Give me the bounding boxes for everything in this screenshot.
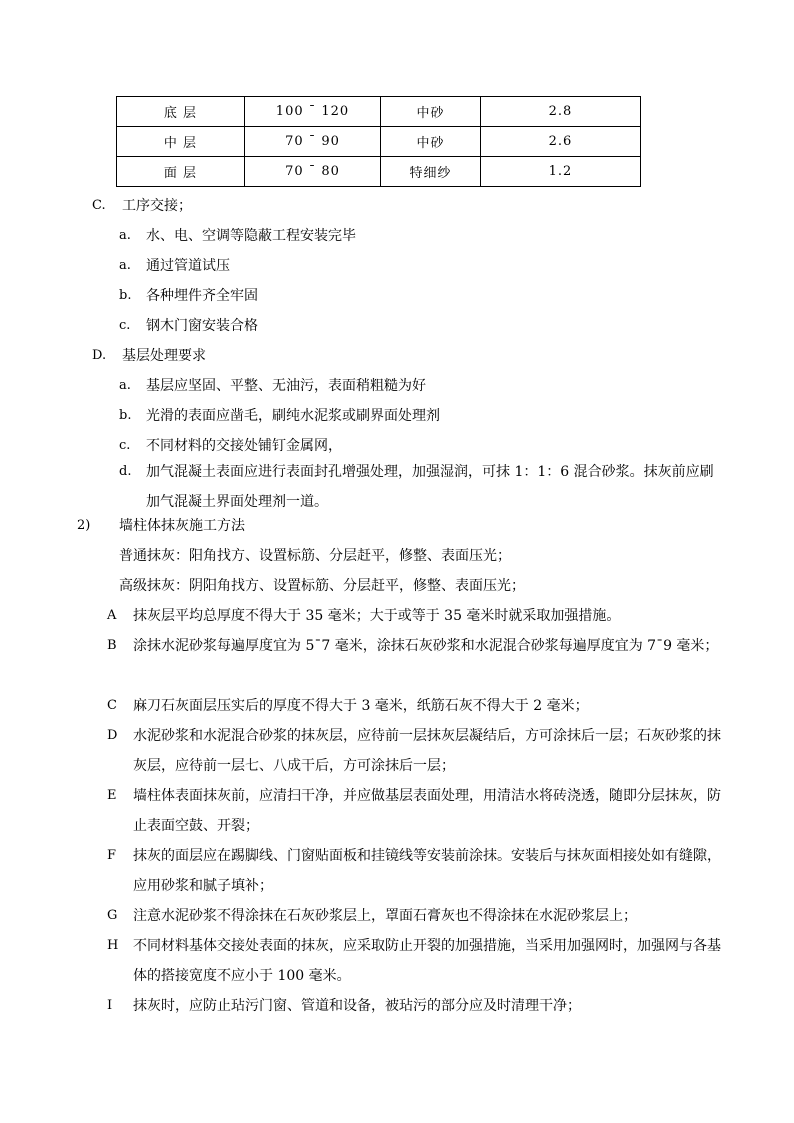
list-item-text: 抹灰时，应防止玷污门窗、管道和设备，被玷污的部分应及时清理干净； bbox=[133, 998, 581, 1014]
table-cell: 2.6 bbox=[481, 127, 641, 157]
table-cell: 特细纱 bbox=[381, 157, 481, 187]
list-item-marker: C bbox=[107, 698, 117, 713]
list-item-text: 基层应坚固、平整、无油污，表面稍粗糙为好 bbox=[146, 378, 426, 394]
list-item-marker: B bbox=[107, 638, 117, 653]
list-item-marker: d. bbox=[119, 464, 132, 479]
section-heading: 工序交接； bbox=[122, 198, 192, 214]
list-item-text: 钢木门窗安装合格 bbox=[146, 318, 258, 334]
section-marker: D. bbox=[92, 348, 107, 363]
list-item-marker: c. bbox=[119, 318, 131, 333]
table-cell: 中砂 bbox=[381, 97, 481, 127]
list-item-text: 抹灰的面层应在踢脚线、门窗贴面板和挂镜线等安装前涂抹。安装后与抹灰面相接处如有缝隙，应用砂浆和腻子填补； bbox=[133, 848, 721, 894]
section-heading: 基层处理要求 bbox=[122, 348, 206, 364]
section-marker: C. bbox=[92, 198, 106, 213]
list-item-text: 各种埋件齐全牢固 bbox=[146, 288, 258, 304]
list-item-text: 墙柱体表面抹灰前，应清扫干净，并应做基层表面处理，用清洁水将砖浇透，随即分层抹灰，防止表面空鼓、开裂； bbox=[133, 788, 721, 834]
list-item-marker: b. bbox=[119, 408, 132, 423]
list-item-text: 水泥砂浆和水泥混合砂浆的抹灰层，应待前一层抹灰层凝结后，方可涂抹后一层；石灰砂浆的抹灰层，应待前一层七、八成干后，方可涂抹后一层； bbox=[133, 728, 721, 774]
list-item-marker: E bbox=[107, 788, 117, 803]
list-item-marker: F bbox=[107, 848, 117, 863]
section-heading: 墙柱体抹灰施工方法 bbox=[119, 518, 245, 534]
list-item-marker: c. bbox=[119, 438, 131, 453]
intro-line: 普通抹灰：阳角找方、设置标筋、分层赶平，修整、表面压光； bbox=[119, 548, 511, 564]
list-item-text: 通过管道试压 bbox=[146, 258, 230, 274]
list-item-text: 注意水泥砂浆不得涂抹在石灰砂浆层上，罩面石膏灰也不得涂抹在水泥砂浆层上； bbox=[133, 908, 637, 924]
list-item-text: 光滑的表面应凿毛，刷纯水泥浆或刷界面处理剂 bbox=[146, 408, 440, 424]
list-item-text: 涂抹水泥砂浆每遍厚度宜为 5¯7 毫米，涂抹石灰砂浆和水泥混合砂浆每遍厚度宜为 7¯9 毫米； bbox=[133, 638, 719, 654]
list-item-marker: G bbox=[107, 908, 118, 923]
table-cell: 底 层 bbox=[117, 97, 245, 127]
list-item-marker: a. bbox=[119, 228, 131, 243]
table-row bbox=[117, 157, 641, 187]
table-cell: 中 层 bbox=[117, 127, 245, 157]
list-item-marker: a. bbox=[119, 258, 131, 273]
table-cell: 70 ¯ 90 bbox=[245, 127, 381, 157]
table-cell: 2.8 bbox=[481, 97, 641, 127]
list-item-text: 加气混凝土表面应进行表面封孔增强处理，加强湿润，可抹 1：1：6 混合砂浆。抹灰前应刷加气混凝土界面处理剂一道。 bbox=[146, 464, 714, 510]
table-cell: 1.2 bbox=[481, 157, 641, 187]
list-item-text: 不同材料基体交接处表面的抹灰，应采取防止开裂的加强措施，当采用加强网时，加强网与各基体的搭接宽度不应小于 100 毫米。 bbox=[133, 938, 721, 984]
list-item-marker: H bbox=[107, 938, 119, 953]
list-item-marker: b. bbox=[119, 288, 132, 303]
list-item-marker: I bbox=[107, 998, 113, 1013]
list-item-text: 水、电、空调等隐蔽工程安装完毕 bbox=[146, 228, 356, 244]
plaster-layer-table bbox=[116, 96, 641, 187]
table-row bbox=[117, 97, 641, 127]
intro-line: 高级抹灰：阴阳角找方、设置标筋、分层赶平，修整、表面压光； bbox=[119, 578, 525, 594]
list-item-marker: A bbox=[107, 608, 117, 623]
list-item-text: 不同材料的交接处铺钉金属网， bbox=[146, 438, 342, 454]
table-row bbox=[117, 127, 641, 157]
section-marker: 2) bbox=[77, 518, 91, 533]
list-item-text: 麻刀石灰面层压实后的厚度不得大于 3 毫米，纸筋石灰不得大于 2 毫米； bbox=[133, 698, 589, 714]
table-cell: 70 ¯ 80 bbox=[245, 157, 381, 187]
list-item-marker: D bbox=[107, 728, 118, 743]
table-cell: 面 层 bbox=[117, 157, 245, 187]
table-cell: 中砂 bbox=[381, 127, 481, 157]
table-cell: 100 ¯ 120 bbox=[245, 97, 381, 127]
list-item-marker: a. bbox=[119, 378, 131, 393]
list-item-text: 抹灰层平均总厚度不得大于 35 毫米；大于或等于 35 毫米时就采取加强措施。 bbox=[133, 608, 621, 624]
